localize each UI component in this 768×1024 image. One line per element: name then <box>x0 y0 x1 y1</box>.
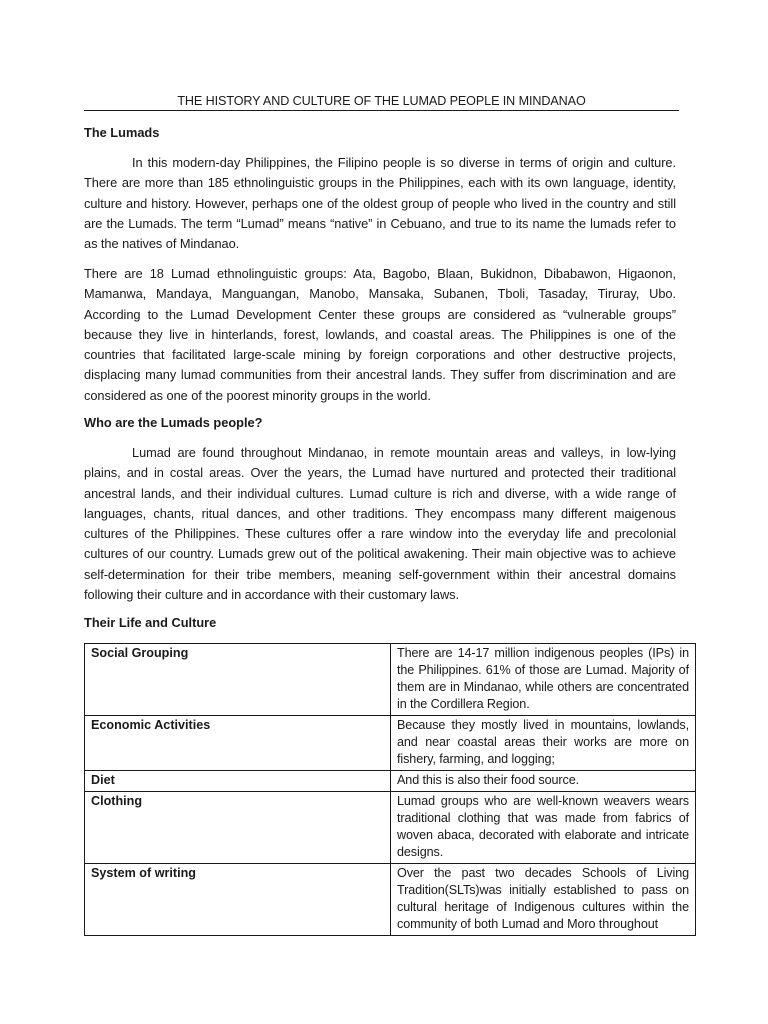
table-row-value: Lumad groups who are well-known weavers wears traditional clothing that was made from fabrics of woven abaca, decorated with elaborate and intricate designs. <box>391 792 696 864</box>
table-row <box>85 864 696 936</box>
table-row <box>85 644 696 716</box>
section-heading-who-are-lumads: Who are the Lumads people? <box>84 415 263 430</box>
table-row <box>85 716 696 771</box>
table-row-value: And this is also their food source. <box>391 771 696 792</box>
title-underline <box>84 110 679 111</box>
section-heading-lumads: The Lumads <box>84 125 160 140</box>
table-row-label: Economic Activities <box>85 716 391 771</box>
paragraph-lumad-groups: There are 18 Lumad ethnolinguistic groups: Ata, Bagobo, Blaan, Bukidnon, Dibabawon, Higaonon, Mamanwa, Mandaya, Manguangan, Manobo, Mansaka, Subanen, Tboli, Tasaday, Tiruray, Ubo. According to the Lumad Development Center these groups are considered as “vulnerable groups” because they live in hinterlands, forest, lowlands, and coastal areas. The Philippines is one of the countries that facilitated large-scale mining by foreign corporations and other destructive projects, displacing many lumad communities from their ancestral lands. They suffer from discrimination and are considered as one of the poorest minority groups in the world. <box>84 266 676 403</box>
section-heading-life-and-culture: Their Life and Culture <box>84 615 217 630</box>
table-row-label: Social Grouping <box>85 644 391 716</box>
table-row-label: System of writing <box>85 864 391 936</box>
paragraph-lumads-intro: In this modern-day Philippines, the Filipino people is so diverse in terms of origin and culture. There are more than 185 ethnolinguistic groups in the Philippines, each with its own language, identity, culture and history. However, perhaps one of the oldest group of people who lived in the country and still are the Lumads. The term “Lumad” means “native” in Cebuano, and true to its name the lumads refer to as the natives of Mindanao. <box>84 155 676 252</box>
table-row-value: Because they mostly lived in mountains, lowlands, and near coastal areas their works are more on fishery, farming, and logging; <box>391 716 696 771</box>
table-row-label: Clothing <box>85 792 391 864</box>
table-row <box>85 792 696 864</box>
document-title: THE HISTORY AND CULTURE OF THE LUMAD PEOPLE IN MINDANAO <box>177 94 586 108</box>
table-row-label: Diet <box>85 771 391 792</box>
document-page <box>84 0 695 1024</box>
life-and-culture-table <box>84 643 696 936</box>
table-row <box>85 771 696 792</box>
paragraph-who-are-lumads: Lumad are found throughout Mindanao, in remote mountain areas and valleys, in low-lying plains, and in costal areas. Over the years, the Lumad have nurtured and protected their traditional ancestral lands, and their individual cultures. Lumad culture is rich and diverse, with a wide range of languages, chants, ritual dances, and other traditions. They encompass many different maigenous cultures of the Philippines. These cultures offer a rare window into the everyday life and precolonial cultures of our country. Lumads grew out of the political awakening. Their main objective was to achieve self-determination for their tribe members, meaning self-government within their ancestral domains following their culture and in accordance with their customary laws. <box>84 445 676 603</box>
table-row-value: Over the past two decades Schools of Living Tradition(SLTs)was initially established to pass on cultural heritage of Indigenous cultures within the community of both Lumad and Moro throughout <box>391 864 696 936</box>
table-row-value: There are 14-17 million indigenous peoples (IPs) in the Philippines. 61% of those are Lumad. Majority of them are in Mindanao, while others are concentrated in the Cordillera Region. <box>391 644 696 716</box>
